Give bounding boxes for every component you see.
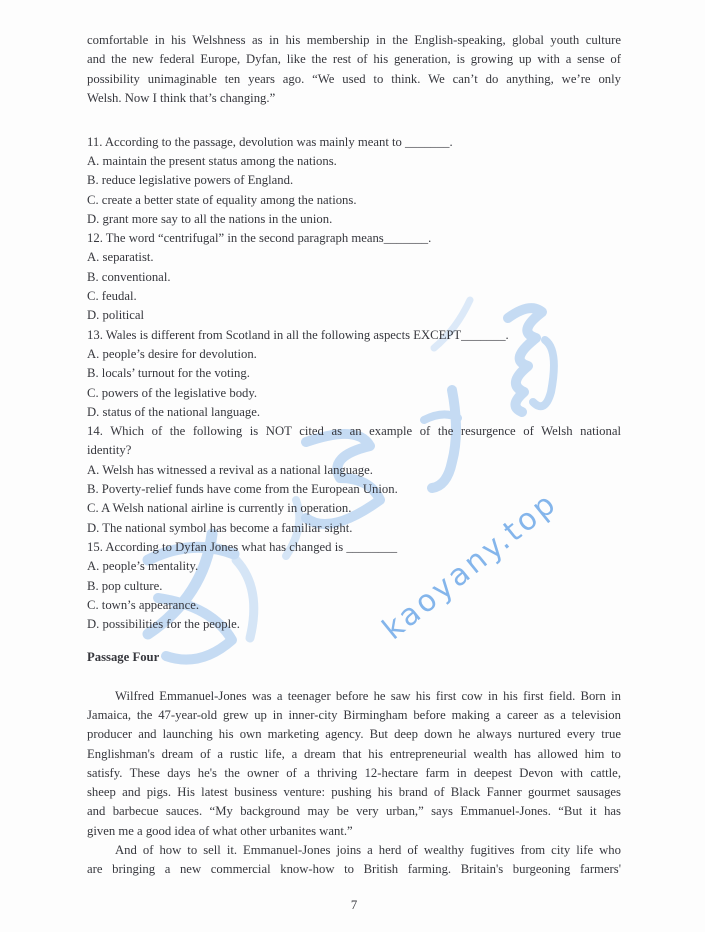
- text-line: C. powers of the legislative body.: [87, 385, 258, 400]
- text-line: B. conventional.: [87, 269, 171, 284]
- text-line: given me a good idea of what other urbanites want.”: [87, 823, 353, 838]
- text-line: possibility unimaginable ten years ago. “We used to think. We can’t do anything, we’re only: [87, 71, 621, 86]
- question-block-11: [87, 133, 621, 229]
- text-line: C. A Welsh national airline is currently in operation.: [87, 501, 352, 516]
- text-line: satisfy. These days he's the owner of a thriving 12-hectare farm in deepest Devon with cattle,: [87, 765, 621, 780]
- text-line: 13. Wales is different from Scotland in all the following aspects EXCEPT_______.: [87, 327, 509, 342]
- text-line: D. possibilities for the people.: [87, 617, 240, 632]
- intro-paragraph: [87, 31, 621, 108]
- text-line: A. Welsh has witnessed a revival as a national language.: [87, 462, 373, 477]
- text-line: Wilfred Emmanuel-Jones was a teenager before he saw his first cow in his first field. Born in: [115, 688, 621, 703]
- text-line: B. pop culture.: [87, 578, 163, 593]
- text-line: D. status of the national language.: [87, 404, 260, 419]
- text-line: B. reduce legislative powers of England.: [87, 173, 294, 188]
- text-line: D. grant more say to all the nations in the union.: [87, 211, 333, 226]
- text-line: A. people’s desire for devolution.: [87, 346, 257, 361]
- question-block-12: [87, 229, 621, 325]
- text-line: identity?: [87, 443, 132, 458]
- text-line: Englishman's dream of a rustic life, a dream that his entrepreneurial wealth has allowed him to: [87, 746, 621, 761]
- text-line: Jamaica, the 47-year-old grew up in inner-city Birmingham before making a career as a television: [87, 708, 621, 722]
- text-line: D. political: [87, 308, 145, 323]
- passage-four-paragraph-1: [87, 687, 621, 841]
- text-line: B. Poverty-relief funds have come from the European Union.: [87, 482, 398, 497]
- passage-four-paragraph-2: [87, 841, 621, 880]
- question-block-15: [87, 538, 621, 634]
- text-line: 14. Which of the following is NOT cited as an example of the resurgence of Welsh national: [87, 424, 621, 439]
- text-line: D. The national symbol has become a familiar sight.: [87, 520, 353, 535]
- document-content: [87, 31, 621, 880]
- text-line: And of how to sell it. Emmanuel-Jones joins a herd of wealthy fugitives from city life who: [115, 843, 621, 858]
- text-line: producer and launching his own marketing agency. But deep down he always nurtured every true: [87, 727, 621, 742]
- question-block-13: [87, 326, 621, 422]
- passage-four-heading: Passage Four: [87, 649, 160, 664]
- text-line: A. people’s mentality.: [87, 559, 199, 574]
- text-line: C. town’s appearance.: [87, 597, 200, 612]
- text-line: 12. The word “centrifugal” in the second paragraph means_______.: [87, 231, 432, 246]
- text-line: are bringing a new commercial know-how to British farming. Britain's burgeoning farmers': [87, 862, 621, 877]
- text-line: 15. According to Dyfan Jones what has changed is ________: [87, 539, 398, 554]
- question-block-14: [87, 422, 621, 538]
- text-line: and barbecue sauces. “My background may be very urban,” says Emmanuel-Jones. “But it has: [87, 804, 621, 819]
- text-line: A. maintain the present status among the nations.: [87, 153, 337, 168]
- text-line: 11. According to the passage, devolution was mainly meant to _______.: [87, 134, 453, 149]
- text-line: Welsh. Now I think that’s changing.”: [87, 90, 276, 105]
- text-line: and the new federal Europe, Dyfan, like the rest of his generation, is growing up with a sense of: [87, 52, 621, 67]
- text-line: B. locals’ turnout for the voting.: [87, 366, 250, 381]
- text-line: C. feudal.: [87, 289, 137, 304]
- text-line: sheep and pigs. His latest business venture: pushing his brand of Black Fanner gourmet sausages: [87, 785, 621, 800]
- text-line: A. separatist.: [87, 250, 154, 265]
- text-line: C. create a better state of equality among the nations.: [87, 192, 357, 207]
- text-line: comfortable in his Welshness as in his membership in the English-speaking, global youth culture: [87, 33, 621, 47]
- page-number: 7: [350, 898, 358, 912]
- questions-section: [87, 133, 621, 635]
- site-watermark-text: kaoyany.top: [375, 485, 565, 647]
